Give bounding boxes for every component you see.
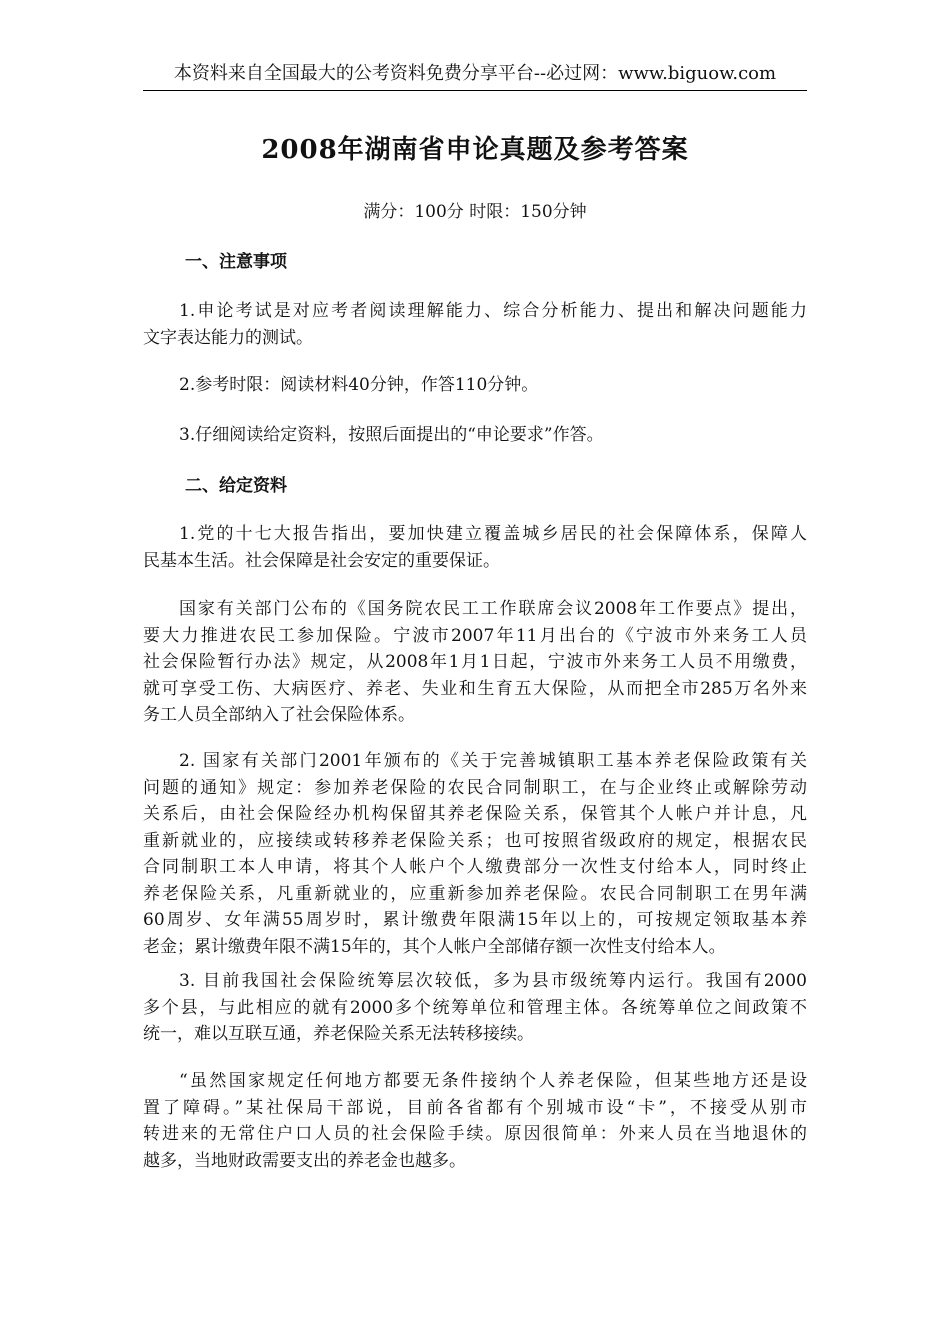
material-paragraph-1 — [143, 521, 807, 574]
paragraph-line: 重新就业的，应接续或转移养老保险关系；也可按照省级政府的规定，根据农民 — [143, 830, 807, 851]
note-paragraph-2 — [143, 372, 807, 399]
paragraph-line: 2. 国家有关部门2001年颁布的《关于完善城镇职工基本养老保险政策有关 — [179, 751, 807, 771]
material-paragraph-4 — [143, 968, 807, 1048]
paragraph-line: 养老保险关系，凡重新就业的，应重新参加养老保险。农民合同制职工在男年满 — [143, 883, 807, 904]
note-paragraph-1 — [143, 298, 807, 351]
paragraph-line: 老金；累计缴费年限不满15年的，其个人帐户全部储存额一次性支付给本人。 — [143, 936, 726, 957]
header-divider — [143, 90, 807, 91]
section-heading-materials: 二、给定资料 — [185, 476, 287, 496]
paragraph-line: 民基本生活。社会保障是社会安定的重要保证。 — [143, 550, 500, 571]
paragraph-line: 3.仔细阅读给定资料，按照后面提出的“申论要求”作答。 — [179, 425, 604, 445]
document-title: 2008年湖南省申论真题及参考答案 — [261, 135, 689, 165]
paragraph-line: 1.党的十七大报告指出，要加快建立覆盖城乡居民的社会保障体系，保障人 — [179, 524, 807, 544]
paragraph-line: 合同制职工本人申请，将其个人帐户个人缴费部分一次性支付给本人，同时终止 — [143, 857, 807, 877]
paragraph-line: 60周岁、女年满55周岁时，累计缴费年限满15年以上的，可按规定领取基本养 — [143, 910, 807, 930]
paragraph-line: 3. 目前我国社会保险统筹层次较低，多为县市级统筹内运行。我国有2000 — [179, 971, 807, 991]
note-paragraph-3 — [143, 422, 807, 449]
paragraph-line: 问题的通知》规定：参加养老保险的农民合同制职工，在与企业终止或解除劳动 — [143, 777, 807, 798]
paragraph-line: 置了障碍。”某社保局干部说，目前各省都有个别城市设“卡”，不接受从别市 — [143, 1097, 807, 1118]
paragraph-line: 多个县，与此相应的就有2000多个统筹单位和管理主体。各统筹单位之间政策不 — [143, 997, 807, 1018]
paragraph-line: 社会保险暂行办法》规定，从2008年1月1日起，宁波市外来务工人员不用缴费， — [143, 652, 807, 672]
paragraph-line: 国家有关部门公布的《国务院农民工工作联席会议2008年工作要点》提出， — [179, 599, 807, 619]
material-paragraph-3 — [143, 748, 807, 960]
paragraph-line: 统一，难以互联互通，养老保险关系无法转移接续。 — [143, 1024, 534, 1044]
section-heading-notes: 一、注意事项 — [185, 252, 287, 272]
material-paragraph-5 — [143, 1068, 807, 1174]
page-header: 本资料来自全国最大的公考资料免费分享平台--必过网：www.biguow.com — [173, 63, 777, 84]
paragraph-line: 关系后，由社会保险经办机构保留其养老保险关系，保管其个人帐户并计息，凡 — [143, 804, 807, 824]
paragraph-line: “虽然国家规定任何地方都要无条件接纳个人养老保险，但某些地方还是设 — [179, 1071, 807, 1091]
paragraph-line: 务工人员全部纳入了社会保险体系。 — [143, 705, 415, 725]
paragraph-line: 文字表达能力的测试。 — [143, 327, 313, 348]
paragraph-line: 转进来的无常住户口人员的社会保险手续。原因很简单：外来人员在当地退休的 — [143, 1124, 807, 1144]
exam-info: 满分：100分 时限：150分钟 — [363, 202, 587, 222]
paragraph-line: 2.参考时限：阅读材料40分钟，作答110分钟。 — [179, 375, 539, 395]
paragraph-line: 要大力推进农民工参加保险。宁波市2007年11月出台的《宁波市外来务工人员 — [143, 625, 807, 646]
paragraph-line: 越多，当地财政需要支出的养老金也越多。 — [143, 1150, 466, 1171]
paragraph-line: 1.申论考试是对应考者阅读理解能力、综合分析能力、提出和解决问题能力 — [179, 301, 807, 321]
material-paragraph-2 — [143, 596, 807, 729]
paragraph-line: 就可享受工伤、大病医疗、养老、失业和生育五大保险，从而把全市285万名外来 — [143, 678, 807, 699]
